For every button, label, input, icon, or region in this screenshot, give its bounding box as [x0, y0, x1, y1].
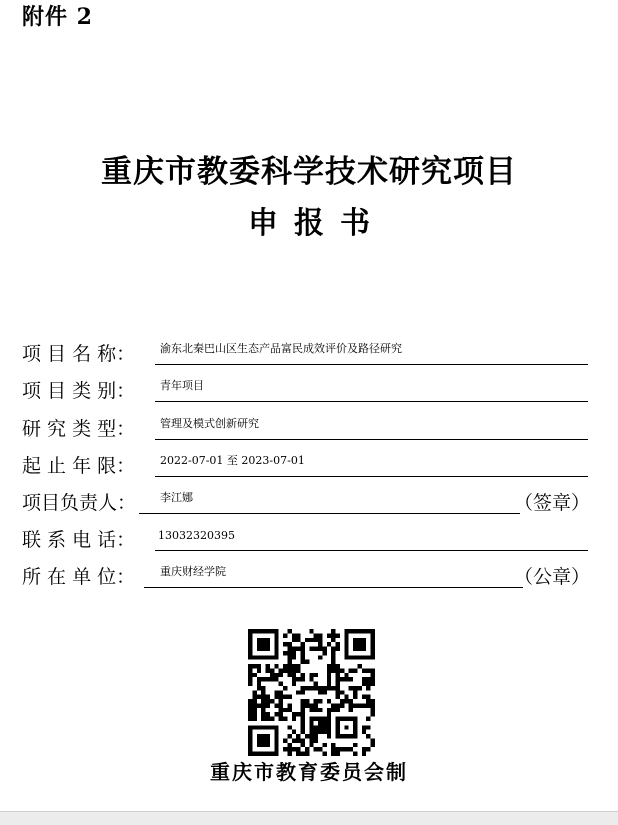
field-label: 项目负责人： [22, 492, 137, 514]
document-subtitle: 申报书 [248, 206, 386, 241]
field-leader [22, 484, 588, 514]
field-project-name [22, 335, 588, 365]
field-value: 李江娜 [160, 491, 193, 504]
field-label: 研 究 类 型： [22, 418, 136, 440]
field-label: 项 目 名 称： [22, 343, 136, 365]
field-value: 渝东北秦巴山区生态产品富民成效评价及路径研究 [160, 342, 402, 355]
window-bottom-bar [0, 811, 618, 825]
field-value: 重庆财经学院 [160, 565, 226, 578]
attachment-label: 附件 2 [22, 4, 93, 30]
field-organization [22, 558, 588, 588]
official-seal-label: （公章） [513, 566, 590, 588]
field-value: 2022-07-01 至 2023-07-01 [160, 454, 305, 467]
field-research-type [22, 410, 588, 440]
field-underline [144, 587, 523, 588]
field-label: 所 在 单 位： [22, 566, 136, 588]
field-label: 联 系 电 话： [22, 529, 136, 551]
field-underline [155, 439, 588, 440]
issuer-footer: 重庆市教育委员会制 [210, 760, 408, 784]
field-underline [155, 364, 588, 365]
field-value: 青年项目 [160, 379, 204, 392]
field-value: 13032320395 [158, 529, 235, 542]
field-underline [155, 476, 588, 477]
qr-code-icon [248, 629, 375, 756]
document-title: 重庆市教委科学技术研究项目 [101, 154, 517, 190]
signature-seal-label: （签章） [513, 492, 590, 514]
field-underline [139, 513, 520, 514]
field-period [22, 447, 588, 477]
field-underline [155, 550, 588, 551]
field-underline [155, 401, 588, 402]
field-project-category [22, 372, 588, 402]
field-phone [22, 521, 588, 551]
field-value: 管理及模式创新研究 [160, 417, 259, 430]
field-label: 项 目 类 别： [22, 380, 136, 402]
field-label: 起 止 年 限： [22, 455, 136, 477]
